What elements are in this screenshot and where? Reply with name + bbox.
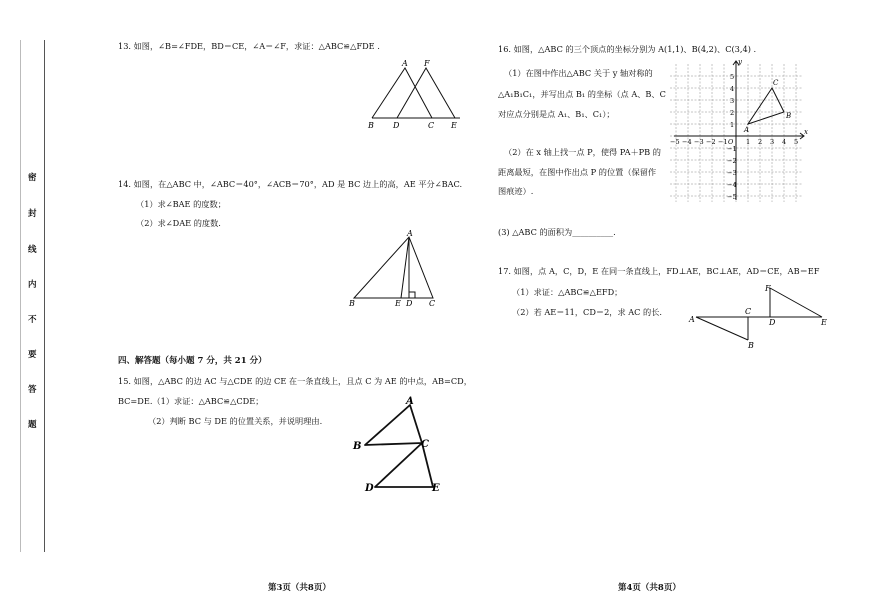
label-B: B [349,299,355,308]
label-A: A [402,59,408,68]
page-footer-right: 第4页（共8页） [618,583,681,593]
q14-sub1: （1）求∠BAE 的度数； [136,199,226,209]
q16-coordinate-grid [668,56,816,204]
y-tick-label: 3 [730,97,735,105]
y-tick-label: 2 [730,109,735,117]
q15-sub2: （2）判断 BC 与 DE 的位置关系，并说明理由. [148,416,323,426]
q16-sub1a: （1）在图中作出△ABC 关于 y 轴对称的 [504,68,653,78]
label-D: D [769,318,776,327]
q16-sub2c: 图痕迹）. [498,186,534,196]
q15-text: 15. 如图，△ABC 的边 AC 与△CDE 的边 CE 在一条直线上，且点 C 为 AE 的中点，AB=CD， [118,376,472,386]
label-D: D [393,121,400,130]
x-tick-label: 4 [782,138,787,146]
label-A: A [407,229,413,238]
binding-line-outer [20,40,21,552]
label-D: D [365,483,374,494]
q17-figure [682,280,832,352]
label-E: E [451,121,457,130]
seal-char: 不 [28,315,37,325]
label-E: E [432,483,440,494]
label-B: B [786,112,792,120]
x-tick-label: 3 [770,138,775,146]
y-tick-label: −1 [727,145,737,153]
label-C: C [745,307,752,316]
q17-sub2: （2）若 AE＝11，CD＝2，求 AC 的长. [512,307,663,317]
label-B: B [368,121,374,130]
y-tick-label: −3 [727,169,737,177]
q15-sub1: BC=DE.（1）求证：△ABC≌△CDE； [118,396,264,406]
y-tick-label: −2 [727,157,737,165]
x-tick-label: −2 [706,138,716,146]
q14-sub2: （2）求∠DAE 的度数. [136,218,221,228]
q16-sub3: (3) △ABC 的面积为__________. [498,227,616,237]
label-F: F [765,284,771,293]
y-tick-label: −4 [727,181,737,189]
q14-figure [345,228,445,310]
x-tick-label: 1 [746,138,751,146]
label-A: A [689,315,695,324]
label-C: C [428,121,435,130]
seal-char: 题 [28,420,37,430]
seal-char: 要 [28,350,37,360]
label-F: F [424,59,430,68]
q14-text: 14. 如图，在△ABC 中，∠ABC＝40°，∠ACB＝70°，AD 是 BC 边上的高，AE 平分∠BAC. [118,179,463,189]
label-B: B [353,441,362,452]
binding-line-inner [44,40,45,552]
seal-char: 线 [28,245,37,255]
label-A: A [744,126,750,134]
label-D: D [406,299,413,308]
label-A: A [406,396,414,407]
q17-sub1: （1）求证：△ABC≌△EFD； [512,287,623,297]
y-axis-label: y [738,58,742,66]
q13-text: 13. 如图，∠B=∠FDE，BD＝CE，∠A＝∠F，求证：△ABC≌△FDE . [118,41,380,51]
x-tick-label: 2 [758,138,763,146]
seal-char: 密 [28,173,37,183]
label-E: E [395,299,401,308]
q17-text: 17. 如图，点 A，C，D，E 在同一条直线上，FD⊥AE，BC⊥AE，AD＝CE，AB＝EF [498,266,820,276]
x-tick-label: −4 [682,138,692,146]
page-footer-left: 第3页（共8页） [268,583,331,593]
y-tick-label: 1 [730,121,735,129]
x-tick-label: 5 [794,138,799,146]
q16-text: 16. 如图，△ABC 的三个顶点的坐标分别为 A(1,1)、B(4,2)、C(3,4) . [498,44,757,54]
label-B: B [748,341,754,350]
q16-sub2b: 距离最短，在图中作出点 P 的位置（保留作 [498,167,657,177]
label-C: C [421,439,429,450]
seal-char: 内 [28,280,37,290]
seal-char: 封 [28,209,37,219]
x-tick-label: O [728,138,734,146]
section-title: 四、解答题（每小题 7 分，共 21 分） [118,356,267,366]
seal-char: 答 [28,385,37,395]
q16-sub2a: （2）在 x 轴上找一点 P，使得 PA＋PB 的 [504,147,661,157]
x-axis-label: x [804,128,808,136]
q16-sub1b: △A₁B₁C₁，并写出点 B₁ 的坐标（点 A、B、C [498,89,666,99]
q15-figure [345,393,455,498]
label-E: E [821,318,827,327]
x-tick-label: −3 [694,138,704,146]
label-C: C [773,79,779,87]
q16-sub1c: 对应点分别是点 A₁、B₁、C₁）； [498,109,615,119]
y-tick-label: −5 [727,193,737,201]
label-C: C [429,299,436,308]
y-tick-label: 4 [730,85,735,93]
x-tick-label: −1 [718,138,728,146]
y-tick-label: 5 [730,73,735,81]
x-tick-label: −5 [670,138,680,146]
q13-figure [360,56,470,136]
